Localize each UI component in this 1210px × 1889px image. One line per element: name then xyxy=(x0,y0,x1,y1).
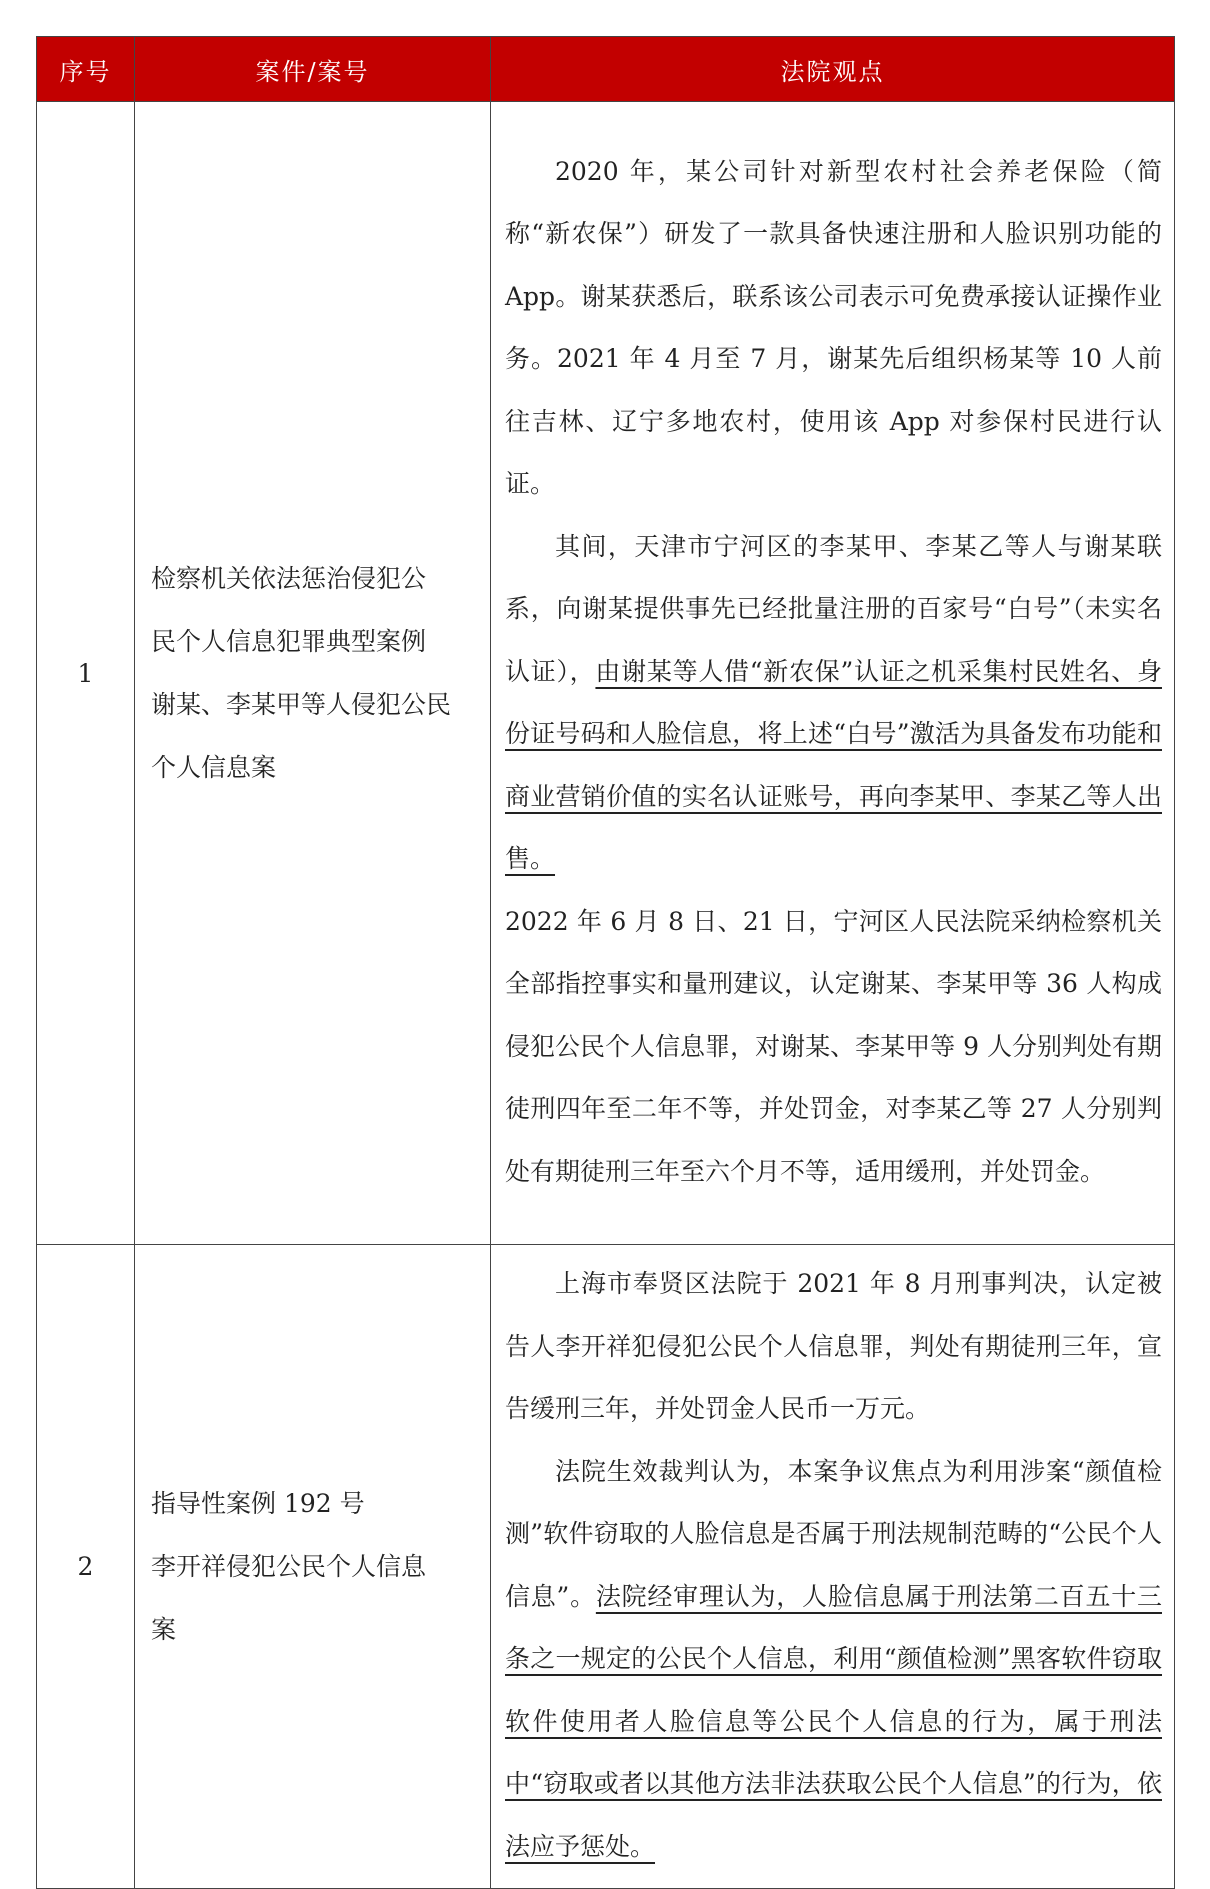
table-row xyxy=(37,1245,1175,1889)
row-court-opinion xyxy=(491,1245,1175,1889)
opinion-paragraph: 2020 年，某公司针对新型农村社会养老保险（简称“新农保”）研发了一款具备快速注册和人脸识别功能的 App。谢某获悉后，联系该公司表示可免费承接认证操作业务。2021 年 4 月至 7 月，谢某先后组织杨某等 10 人前往吉林、辽宁多地农村，使用该 App 对参保村民进行认证。 xyxy=(505,156,1162,499)
header-case-number: 案件/案号 xyxy=(135,37,491,102)
case-title-line: 民个人信息犯罪典型案例 xyxy=(151,627,427,656)
table-header-row xyxy=(37,37,1175,102)
row-court-opinion xyxy=(491,102,1175,1245)
opinion-paragraph xyxy=(505,1441,1162,1879)
row-case-title xyxy=(135,102,491,1245)
case-title-line: 李开祥侵犯公民个人信息 xyxy=(151,1552,427,1581)
case-title-line: 指导性案例 192 号 xyxy=(151,1489,365,1518)
cases-table-container xyxy=(36,36,1174,1889)
row-serial-number: 2 xyxy=(37,1245,135,1889)
header-court-opinion: 法院观点 xyxy=(491,37,1175,102)
cases-table xyxy=(36,36,1175,1889)
opinion-paragraph xyxy=(505,516,1162,891)
row-serial-number: 1 xyxy=(37,102,135,1245)
underlined-holding: 法院经审理认为，人脸信息属于刑法第二百五十三条之一规定的公民个人信息，利用“颜值检测”黑客软件窃取软件使用者人脸信息等公民个人信息的行为，属于刑法中“窃取或者以其他方法非法获取公民个人信息”的行为，依法应予惩处。 xyxy=(505,1581,1162,1861)
underlined-holding: 由谢某等人借“新农保”认证之机采集村民姓名、身份证号码和人脸信息，将上述“白号”激活为具备发布功能和商业营销价值的实名认证账号，再向李某甲、李某乙等人出售。 xyxy=(505,656,1162,874)
opinion-text: 其间，天津市宁河区的李某甲、李某乙等人与谢某联系，向谢某提供事先已经批量注册的百家号“白号”（未实名认证）， xyxy=(505,531,1162,686)
case-title-line: 个人信息案 xyxy=(151,753,277,782)
case-title-line: 检察机关依法惩治侵犯公 xyxy=(151,564,427,593)
row-case-title xyxy=(135,1245,491,1889)
case-title-line: 案 xyxy=(151,1615,177,1644)
header-serial-number: 序号 xyxy=(37,37,135,102)
opinion-text: 法院生效裁判认为，本案争议焦点为利用涉案“颜值检测”软件窃取的人脸信息是否属于刑法规制范畴的“公民个人信息”。 xyxy=(505,1456,1162,1611)
opinion-paragraph: 2022 年 6 月 8 日、21 日，宁河区人民法院采纳检察机关全部指控事实和量刑建议，认定谢某、李某甲等 36 人构成侵犯公民个人信息罪，对谢某、李某甲等 9 人分别判处有期徒刑四年至二年不等，并处罚金，对李某乙等 27 人分别判处有期徒刑三年至六个月不等，适用缓刑，并处罚金。 xyxy=(505,906,1162,1186)
opinion-paragraph: 上海市奉贤区法院于 2021 年 8 月刑事判决，认定被告人李开祥犯侵犯公民个人信息罪，判处有期徒刑三年，宣告缓刑三年，并处罚金人民币一万元。 xyxy=(505,1269,1162,1423)
case-title-line: 谢某、李某甲等人侵犯公民 xyxy=(151,690,452,719)
table-row xyxy=(37,102,1175,1245)
